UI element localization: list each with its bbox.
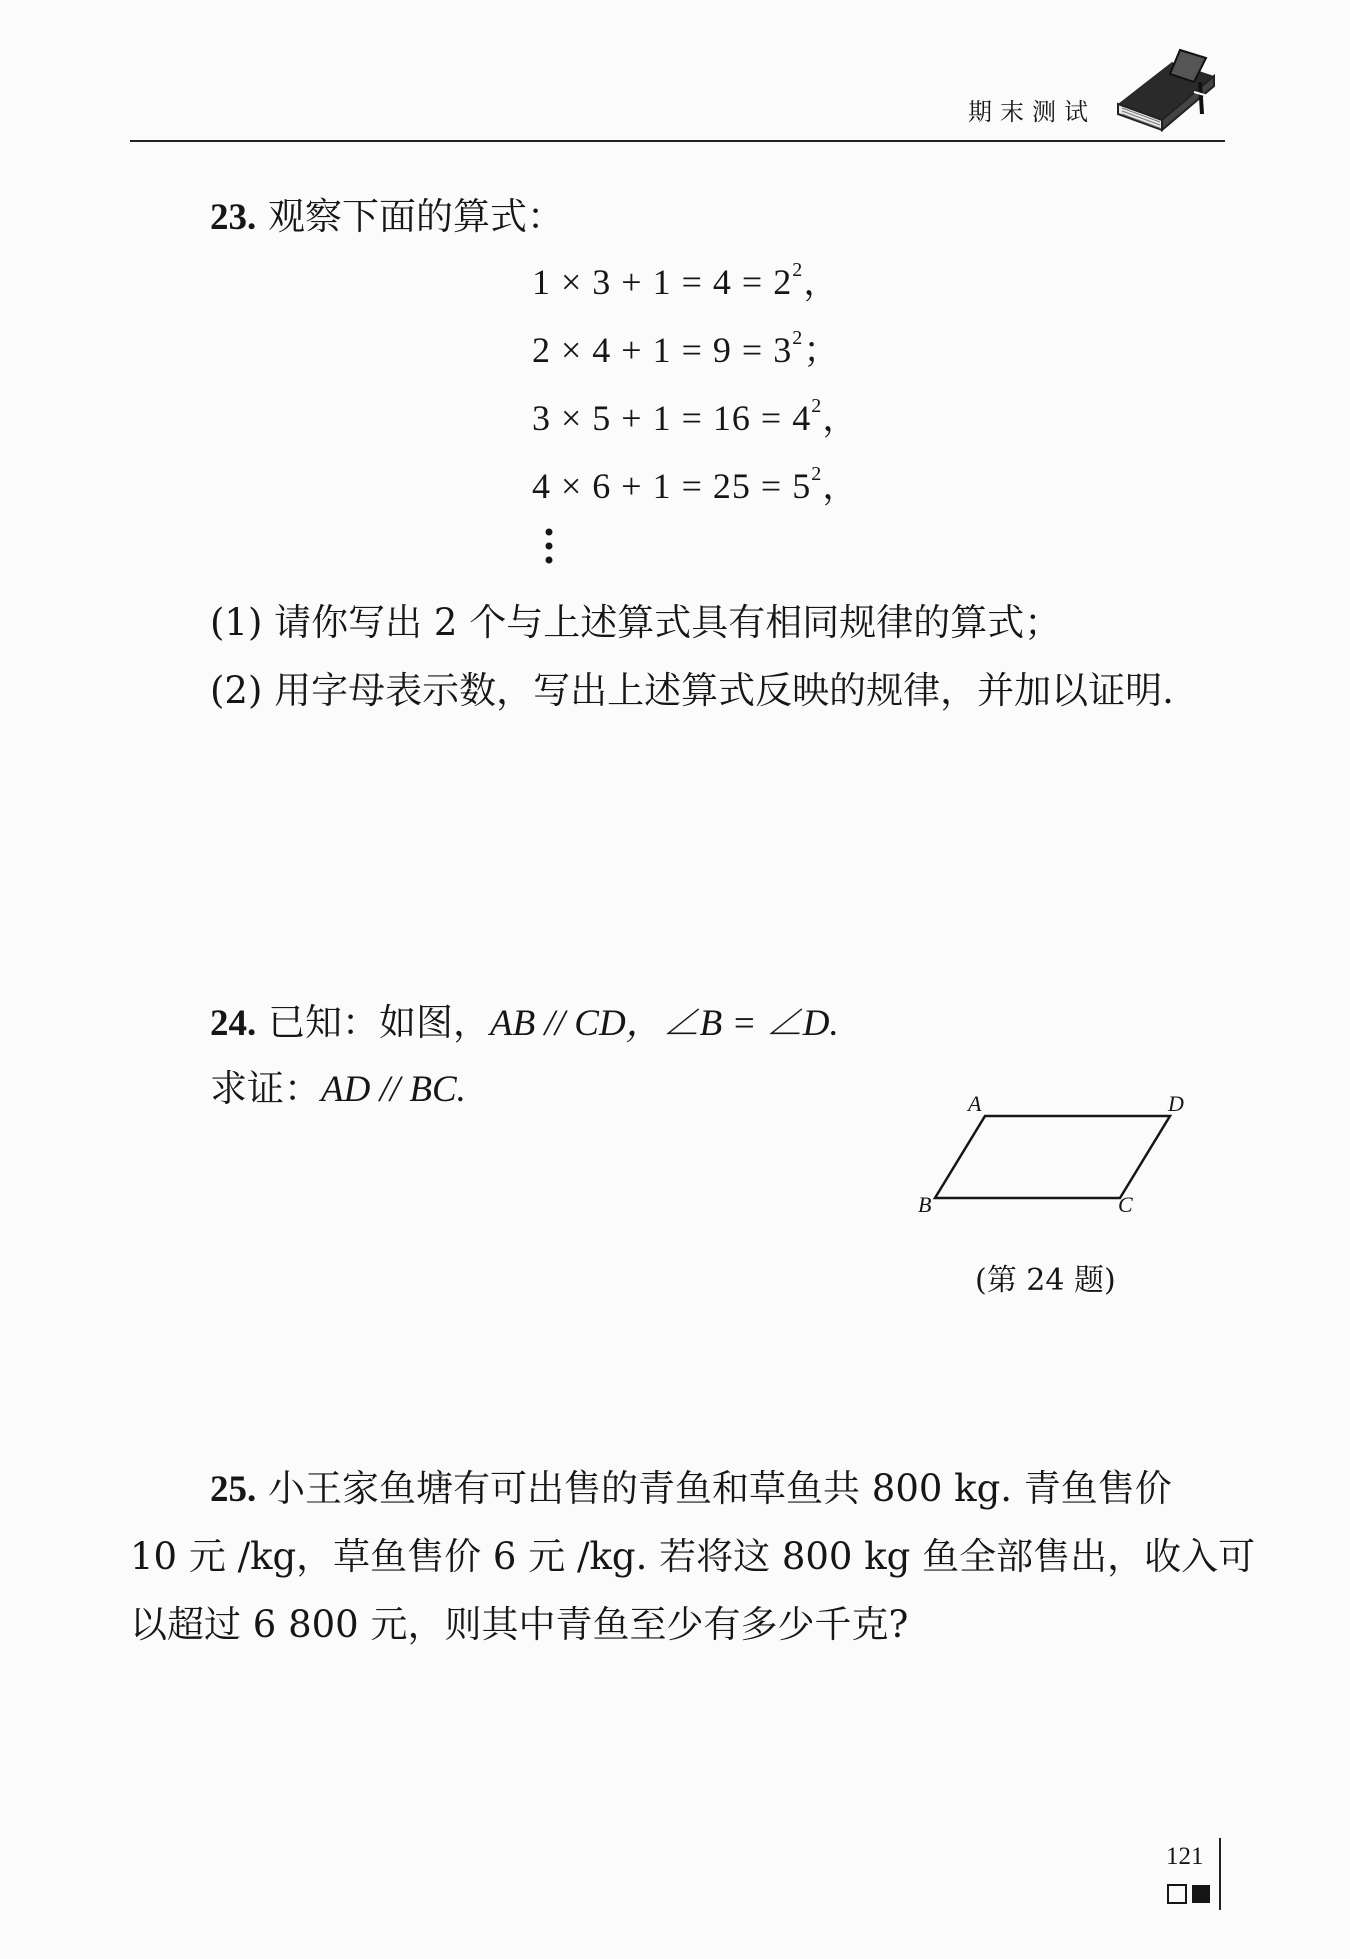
- header-rule: [130, 140, 1225, 142]
- q23-formula-1: $1 \times 3 + 1 = 4 = 2^2$，: [532, 259, 841, 302]
- q23-part-1: (1) 请你写出 2 个与上述算式具有相同规律的算式；: [210, 601, 1062, 644]
- page-number: 121: [1166, 1843, 1204, 1870]
- page-number-rule: [1219, 1838, 1221, 1910]
- q25-line-1: [210, 1458, 1172, 1512]
- header-title: 期末测试: [968, 98, 1096, 126]
- q23-number: 23.: [210, 197, 257, 238]
- q23-formula-3: $3 \times 5 + 1 = 16 = 4^2$，: [532, 395, 860, 438]
- q24-prove-prefix: 求证：: [210, 1067, 321, 1110]
- q23-part-2: (2) 用字母表示数，写出上述算式反映的规律，并加以证明.: [210, 669, 1174, 712]
- q24-given-math: AB // CD，∠B = ∠D.: [490, 1003, 839, 1044]
- q23-prompt-line: [210, 186, 564, 240]
- q23-formula-2: $2 \times 4 + 1 = 9 = 3^2$；: [532, 327, 841, 370]
- q23-prompt: 观察下面的算式：: [268, 195, 565, 238]
- q23-formula-4: $4 \times 6 + 1 = 25 = 5^2$，: [532, 463, 860, 506]
- book-icon: [1110, 42, 1220, 138]
- q25-line-3: 以超过 6 800 元，则其中青鱼至少有多少千克?: [130, 1603, 909, 1646]
- q24-given-prefix: 已知：如图，: [268, 1001, 491, 1044]
- vertex-label-a: A: [968, 1092, 982, 1116]
- vertex-label-b: B: [918, 1192, 932, 1217]
- q24-given-line: [210, 992, 839, 1046]
- parallelogram-figure: [910, 1092, 1200, 1222]
- q25-line-2: 10 元 /kg，草鱼售价 6 元 /kg. 若将这 800 kg 鱼全部售出，收入可: [130, 1535, 1256, 1578]
- vertex-label-d: D: [1168, 1092, 1184, 1116]
- q24-number: 24.: [210, 1003, 257, 1044]
- vertical-ellipsis: [544, 528, 554, 564]
- vertex-label-c: C: [1118, 1192, 1133, 1217]
- q24-prove-line: [210, 1058, 466, 1112]
- q25-number: 25.: [210, 1469, 257, 1510]
- q25-line-1-text: 小王家鱼塘有可出售的青鱼和草鱼共 800 kg. 青鱼售价: [268, 1467, 1172, 1510]
- parallelogram-shape: [935, 1116, 1170, 1198]
- page-marker-icon: [1166, 1883, 1216, 1905]
- q24-prove-math: AD // BC.: [321, 1069, 466, 1110]
- figure-caption: (第 24 题): [975, 1263, 1116, 1298]
